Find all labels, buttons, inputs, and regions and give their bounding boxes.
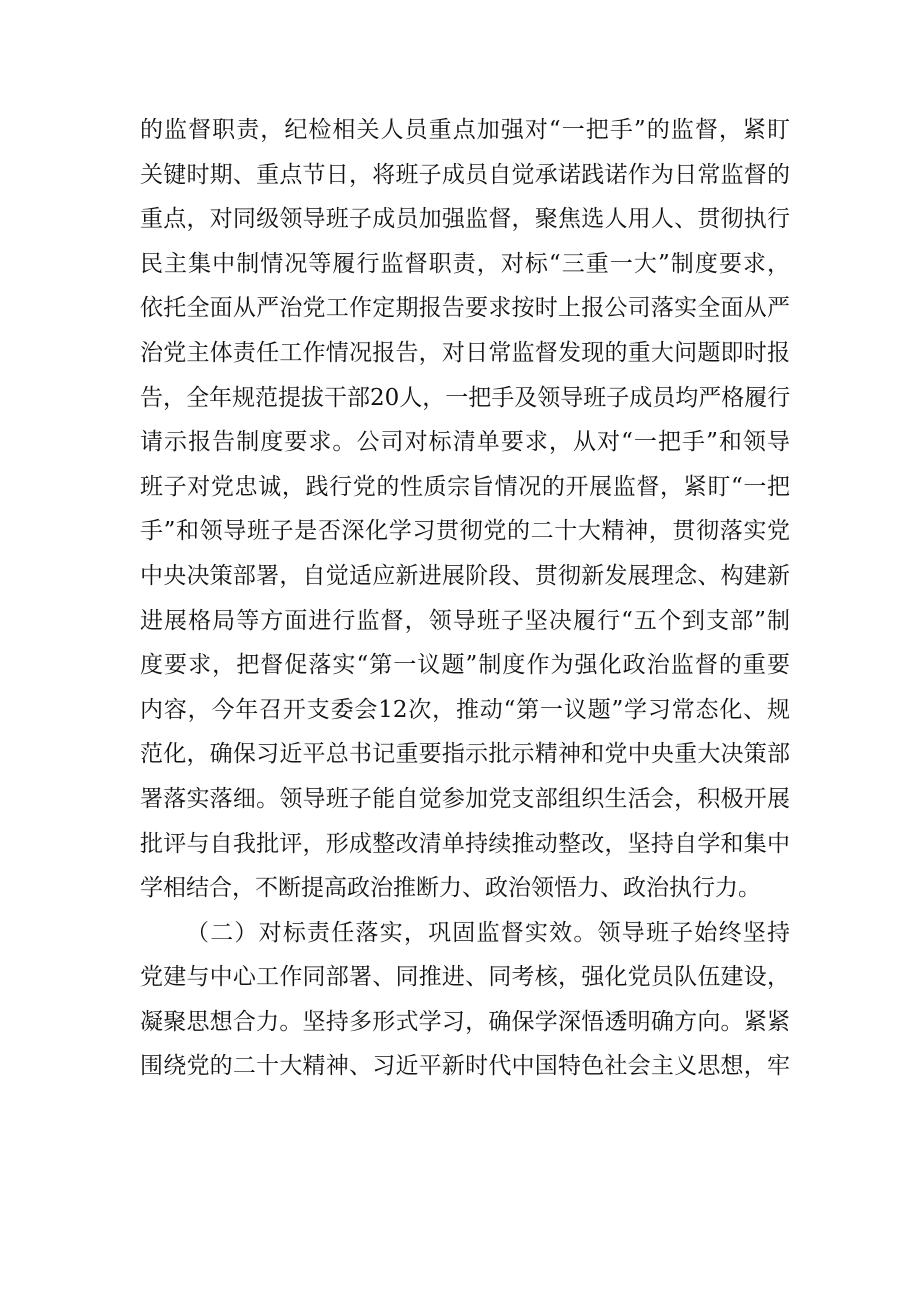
- text-line: 进展格局等方面进行监督，领导班子坚决履行“五个到支部”制: [140, 607, 790, 634]
- section-heading-line: （二）对标责任落实，巩固监督实效。领导班子始终坚持: [186, 919, 790, 946]
- text-line: 依托全面从严治党工作定期报告要求按时上报公司落实全面从严: [140, 295, 790, 322]
- text-line: 围绕党的二十大精神、习近平新时代中国特色社会主义思想，牢: [140, 1053, 790, 1080]
- text-line: 署落实落细。领导班子能自觉参加党支部组织生活会，积极开展: [140, 785, 790, 812]
- text-line: 党建与中心工作同部署、同推进、同考核，强化党员队伍建设，: [140, 964, 790, 991]
- text-line: 关键时期、重点节日，将班子成员自觉承诺践诺作为日常监督的: [140, 161, 790, 188]
- text-line: 内容，今年召开支委会12次，推动“第一议题”学习常态化、规: [140, 696, 790, 723]
- text-line: 范化，确保习近平总书记重要指示批示精神和党中央重大决策部: [140, 741, 790, 768]
- text-line: 治党主体责任工作情况报告，对日常监督发现的重大问题即时报: [140, 339, 790, 366]
- text-line: 手”和领导班子是否深化学习贯彻党的二十大精神，贯彻落实党: [140, 518, 790, 545]
- text-line: 班子对党忠诚，践行党的性质宗旨情况的开展监督，紧盯“一把: [140, 473, 790, 500]
- text-line: 告，全年规范提拔干部20人，一把手及领导班子成员均严格履行: [140, 384, 791, 411]
- text-line: 中央决策部署，自觉适应新进展阶段、贯彻新发展理念、构建新: [140, 562, 790, 589]
- text-line: 批评与自我批评，形成整改清单持续推动整改，坚持自学和集中: [140, 830, 790, 857]
- text-line: 的监督职责，纪检相关人员重点加强对“一把手”的监督，紧盯: [140, 117, 790, 143]
- text-line: 请示报告制度要求。公司对标清单要求，从对“一把手”和领导: [140, 429, 790, 456]
- text-line: 凝聚思想合力。坚持多形式学习，确保学深悟透明确方向。紧紧: [140, 1008, 790, 1035]
- text-line: 度要求，把督促落实“第一议题”制度作为强化政治监督的重要: [140, 652, 790, 679]
- text-line: 民主集中制情况等履行监督职责，对标“三重一大”制度要求，: [140, 250, 790, 277]
- paragraph-end-line: 学相结合，不断提高政治推断力、政治领悟力、政治执行力。: [140, 875, 761, 902]
- text-line: 重点，对同级领导班子成员加强监督，聚焦选人用人、贯彻执行: [140, 206, 790, 233]
- body-text: [140, 108, 790, 1089]
